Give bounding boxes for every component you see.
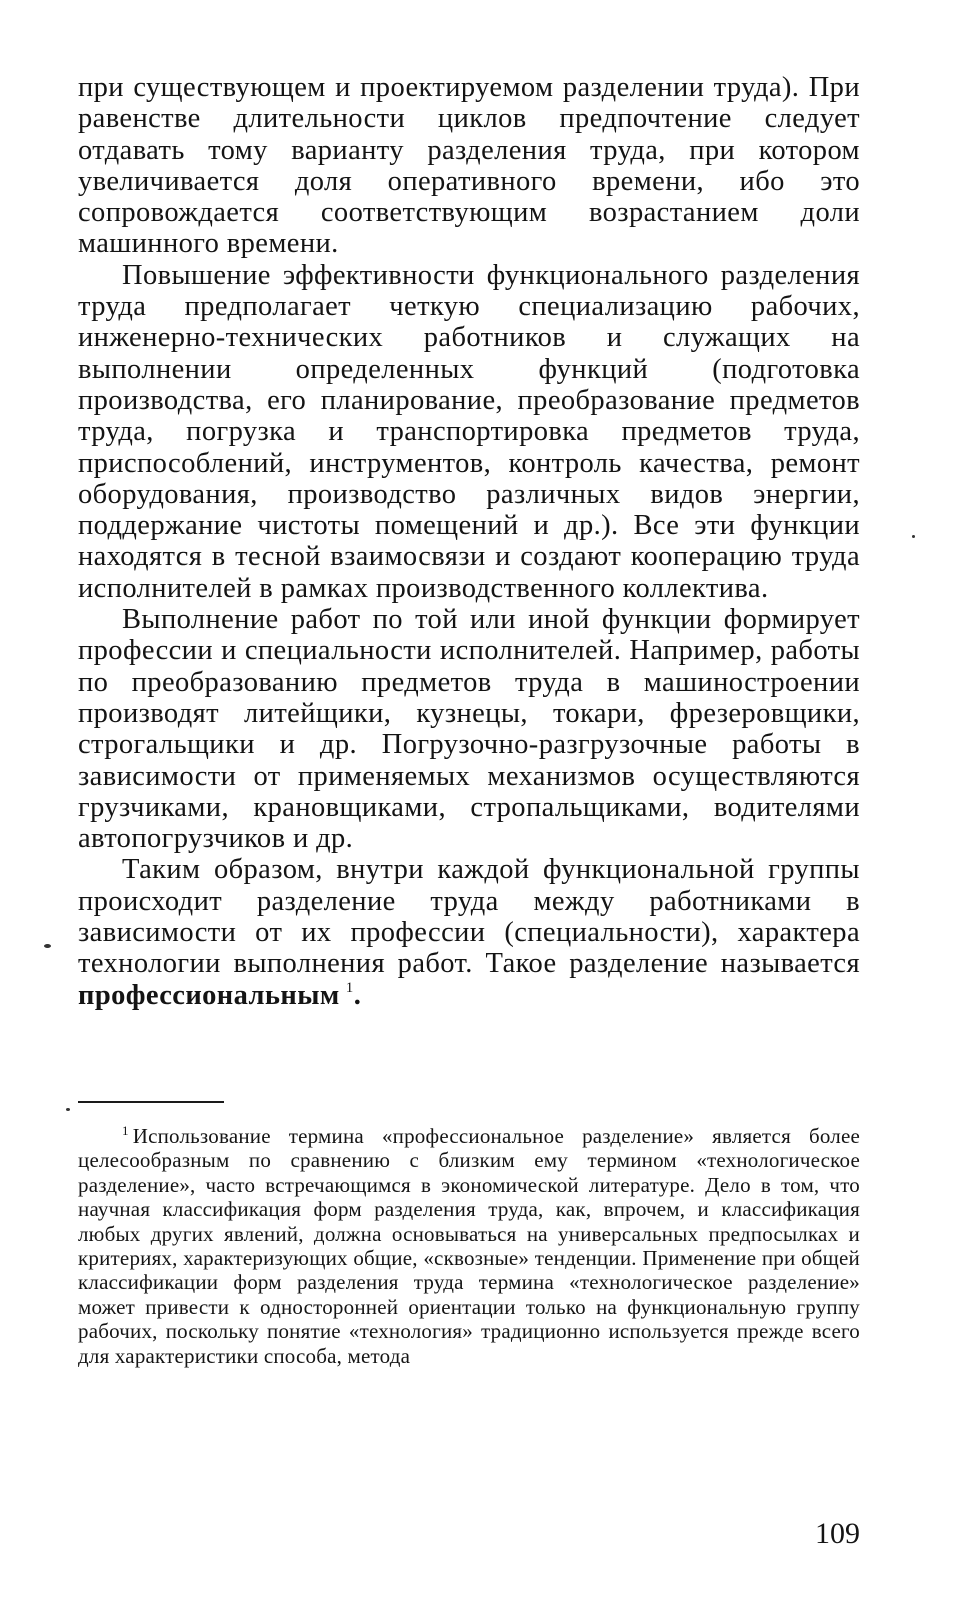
paragraph-conclusion	[78, 854, 860, 1010]
conclusion-end: .	[353, 979, 362, 1011]
footnote-paragraph	[78, 1124, 860, 1368]
footnote-marker: 1	[122, 1123, 129, 1138]
page-number: 109	[815, 1517, 860, 1550]
print-speck	[912, 535, 915, 538]
footnote-text: Использование термина «профессиональное разделение» является более целесообразным по сравнению с близким ему термином «технологическое разделение», часто встречающимся в экономической литературе. Дело в том, что научная классификация форм разделения труда, как, впрочем, и классификация любых других явлений, должна основываться на универсальных предпосылках и критериях, характеризующих общие, «сквозные» тенденции. Применение при общей классификации форм разделения труда термина «технологическое разделение» может привести к односторонней ориентации только на функциональную группу рабочих, поскольку понятие «технология» традиционно используется прежде всего для характеристики способа, метода	[78, 1124, 860, 1368]
footnote	[78, 1124, 860, 1368]
conclusion-text: Таким образом, внутри каждой функциональной группы происходит разделение труда между работниками в зависимости от их профессии (специальности), характера технологии выполнения работ. Такое разделение называется	[78, 854, 860, 980]
footnote-reference: 1	[345, 979, 354, 996]
print-speck	[66, 1108, 70, 1111]
bold-term: профессиональным	[78, 979, 340, 1011]
paragraph-professions: Выполнение работ по той или иной функции формирует профессии и специальности исполнителей. Например, работы по преобразованию предметов труда в машиностроении производят литейщики, кузнецы, токари, фрезеровщики, строгальщики и др. Погрузочно-разгрузочные работы в зависимости от применяемых механизмов осуществляются грузчиками, крановщиками, стропальщиками, водителями автопогрузчиков и др.	[78, 604, 860, 855]
paragraph-functional-division: Повышение эффективности функционального разделения труда предполагает четкую специализацию рабочих, инженерно-технических работников и служащих на выполнении определенных функций (подготовка производства, его планирование, преобразование предметов труда, погрузка и транспортировка предметов труда, приспособлений, инструментов, контроль качества, ремонт оборудования, производство различных видов энергии, поддержание чистоты помещений и др.). Все эти функции находятся в тесной взаимосвязи и создают кооперацию труда исполнителей в рамках производственного коллектива.	[78, 259, 860, 604]
footnote-separator	[78, 1101, 224, 1103]
print-speck	[44, 944, 51, 948]
main-text	[78, 72, 860, 1011]
paragraph-continuation: при существующем и проектируемом разделении труда). При равенстве длительности циклов предпочтение следует отдавать тому варианту разделения труда, при котором увеличивается доля оперативного времени, ибо это сопровождается соответствующим возрастанием доли машинного времени.	[78, 72, 860, 260]
